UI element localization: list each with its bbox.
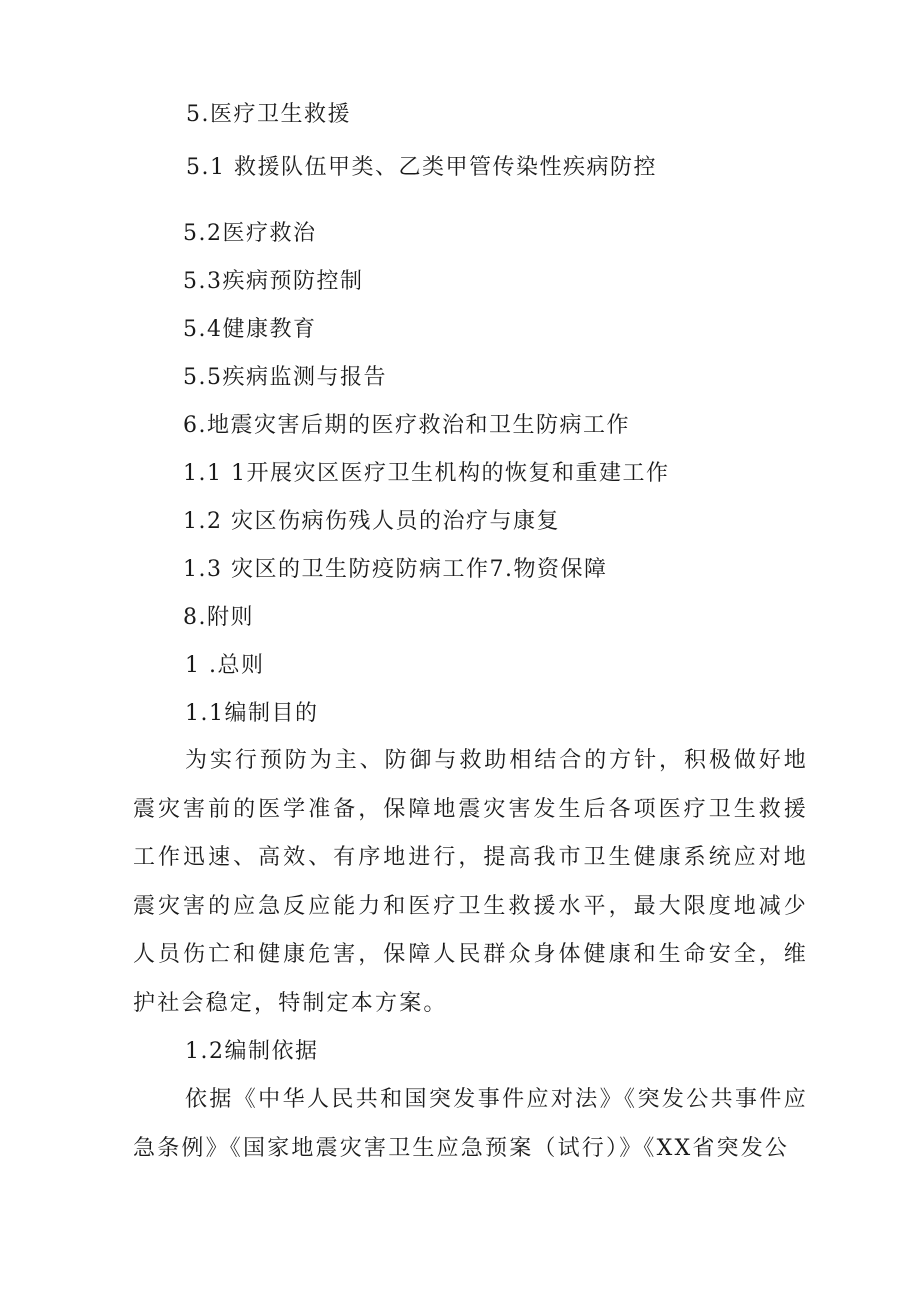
toc-item: 5.5疾病监测与报告 bbox=[183, 365, 387, 390]
toc-item: 6.地震灾害后期的医疗救治和卫生防病工作 bbox=[183, 413, 630, 438]
toc-item: 8.附则 bbox=[183, 605, 254, 630]
toc-item: 5.医疗卫生救援 bbox=[186, 102, 351, 127]
toc-item: 5.2医疗救治 bbox=[183, 221, 317, 246]
toc-item: 5.1 救援队伍甲类、乙类甲管传染性疾病防控 bbox=[186, 155, 657, 180]
toc-item: 1.1 1开展灾区医疗卫生机构的恢复和重建工作 bbox=[183, 461, 670, 486]
toc-item: 5.3疾病预防控制 bbox=[183, 269, 364, 294]
toc-item: 1.3 灾区的卫生防疫防病工作7.物资保障 bbox=[183, 557, 608, 582]
subsection-heading: 1.2编制依据 bbox=[185, 1039, 319, 1064]
section-heading: 1 .总则 bbox=[185, 653, 265, 678]
purpose-paragraph: 为实行预防为主、防御与救助相结合的方针，积极做好地震灾害前的医学准备，保障地震灾害发生后各项医疗卫生救援工作迅速、高效、有序地进行，提高我市卫生健康系统应对地震灾害的应急反应能力和医疗卫生救援水平，最大限度地减少人员伤亡和健康危害，保障人民群众身体健康和生命安全，维护社会稳定，特制定本方案。 bbox=[133, 748, 808, 1016]
toc-item: 5.4健康教育 bbox=[183, 317, 317, 342]
subsection-heading: 1.1编制目的 bbox=[185, 701, 319, 726]
toc-item: 1.2 灾区伤病伤残人员的治疗与康复 bbox=[183, 509, 560, 534]
basis-paragraph: 依据《中华人民共和国突发事件应对法》《突发公共事件应急条例》《国家地震灾害卫生应急预案（试行）》《XX省突发公 bbox=[133, 1087, 808, 1161]
